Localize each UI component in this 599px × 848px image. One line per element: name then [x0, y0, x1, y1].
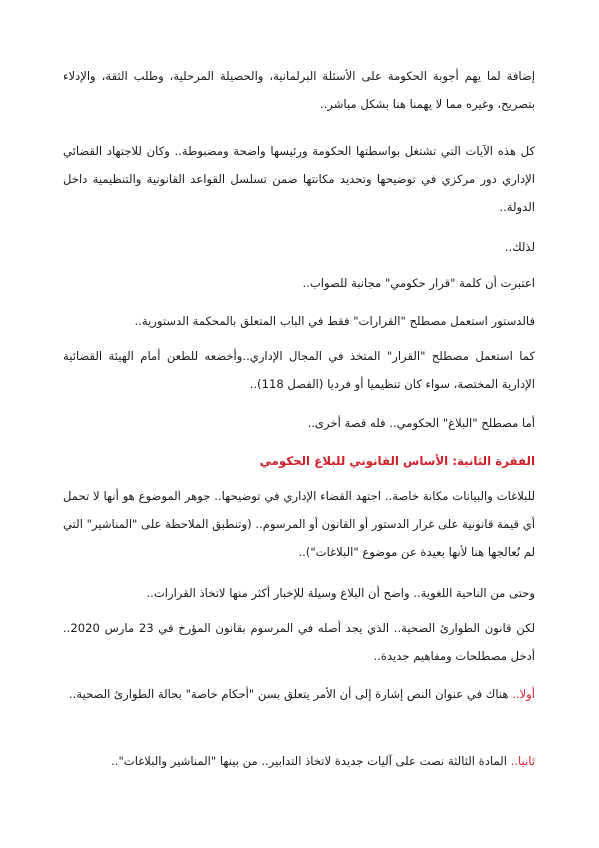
- paragraph-government-mechanisms: كل هذه الآيات التي تشتغل بواسطتها الحكومة ورئيسها واضحة ومضبوطة.. وكان للاجتهاد القضائي الإداري دور مركزي في توضيحها وتحديد مكانتها ضمن تسلسل القواعد القانونية والتنظيمية داخل الدولة..: [63, 144, 535, 214]
- paragraph-linguistic-aspect: وحتى من الناحية اللغوية.. واضح أن البلاغ وسيلة للإخبار أكثر منها لاتخاذ القرارات..: [146, 586, 535, 600]
- paragraph-administrative-decision: كما استعمل مصطلح "القرار" المتخذ في المجال الإداري..وأخضعه للطعن أمام الهيئة القضائية الإدارية المختصة، سواء كان تنظيميا أو فرديا (الفصل 118)..: [63, 349, 535, 391]
- paragraph-therefore: لذلك..: [504, 240, 535, 254]
- second-point-text: المادة الثالثة نصت على آليات جديدة لاتخاذ التدابير.. من بينها "المناشير والبلاغات"..: [111, 754, 511, 768]
- paragraph-first-point: [63, 680, 535, 708]
- paragraph-emergency-law: لكن قانون الطوارئ الصحية.. الذي يجد أصله في المرسوم بقانون المؤرخ في 23 مارس 2020.. أدخل مصطلحات ومفاهيم جديدة..: [63, 621, 536, 663]
- section-heading: الفقرة الثانية: الأساس القانوني للبلاغ الحكومي: [259, 454, 535, 468]
- second-point-marker: ثانيا..: [510, 754, 535, 768]
- paragraph-constitution-decisions: فالدستور استعمل مصطلح "القرارات" فقط في الباب المتعلق بالمحكمة الدستورية..: [134, 314, 535, 328]
- paragraph-government-communique: أما مصطلح "البلاغ" الحكومي.. فله قصة أخرى..: [307, 416, 535, 430]
- first-point-marker: أولا..: [512, 687, 535, 701]
- paragraph-government-answers: إضافة لما يهم أجوبة الحكومة على الأسئلة البرلمانية، والحصيلة المرحلية، وطلب الثقة، والإدلاء بتصريح، وغيره مما لا يهمنا هنا بشكل مباشر..: [63, 69, 535, 111]
- first-point-text: هناك في عنوان النص إشارة إلى أن الأمر يتعلق بسن "أحكام خاصة" بحالة الطوارئ الصحية..: [69, 687, 513, 701]
- paragraph-communiques-status: للبلاغات والبيانات مكانة خاصة.. اجتهد القضاء الإداري في توضيحها.. جوهر الموضوع هو أنها لا تحمل أي قيمة قانونية على غرار الدستور أو القانون أو المرسوم.. (وتنطبق الملاحظة على "المناشير" التي لم نُعالجها هنا لأنها بعيدة عن موضوع "البلاغات")..: [63, 489, 535, 559]
- paragraph-government-decision-term: اعتبرت أن كلمة "قرار حكومي" مجانبة للصواب..: [302, 276, 535, 290]
- paragraph-second-point: [63, 751, 535, 771]
